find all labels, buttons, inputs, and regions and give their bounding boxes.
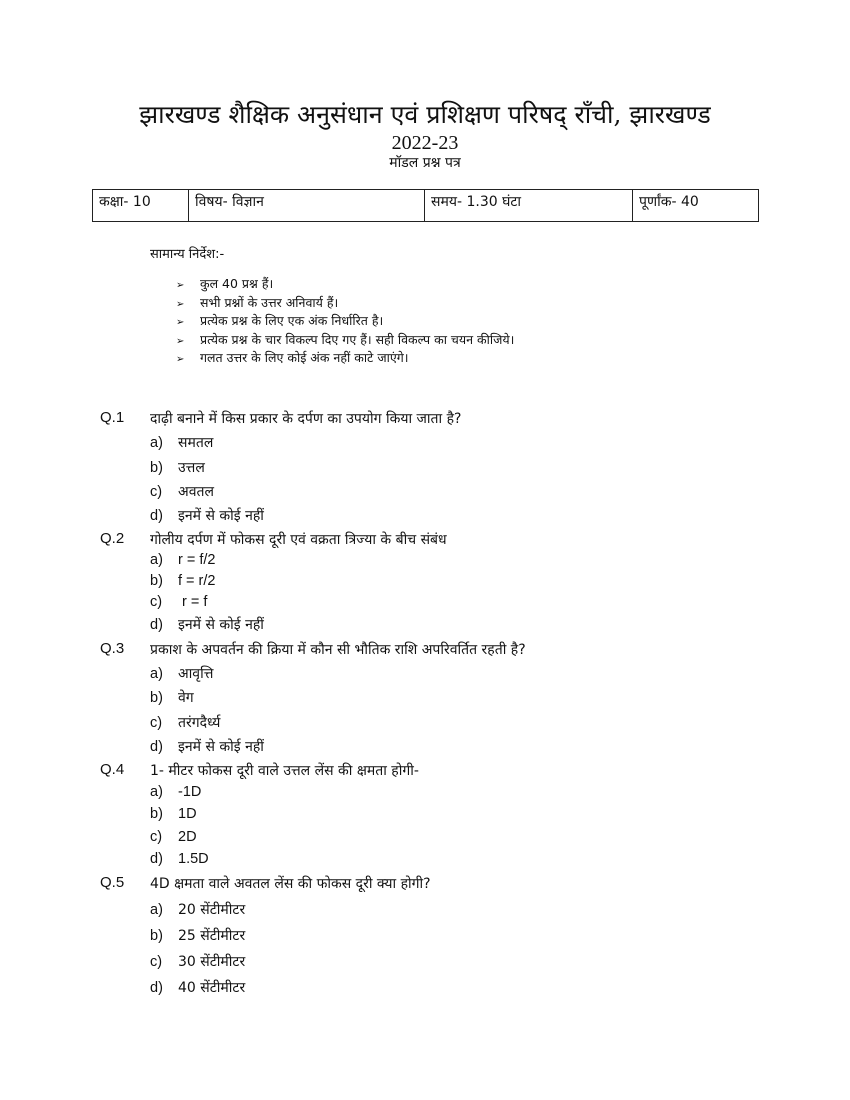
option-letter: c) [150,954,163,970]
option-letter: b) [150,573,163,589]
question-number: Q.1 [100,409,125,426]
option-text: उत्तल [178,460,205,476]
option-letter: a) [150,666,163,682]
option-letter: c) [150,715,163,731]
option-letter: a) [150,435,163,451]
option-letter: a) [150,784,163,800]
option-text: वेग [178,690,194,706]
arrow-bullet-icon: ➢ [176,280,185,291]
arrow-bullet-icon: ➢ [176,335,185,347]
option-d [150,978,245,997]
option-letter: d) [150,851,163,867]
option-letter: c) [150,594,163,610]
time-cell: समय- 1.30 घंटा [425,190,633,222]
instruction-item [176,331,514,350]
instruction-item [176,294,514,313]
paper-subtitle: मॉडल प्रश्न पत्र [389,155,461,171]
subject-cell: विषय- विज्ञान [189,190,425,222]
option-text: 1D [178,806,197,822]
question-number: Q.4 [100,761,125,778]
instruction-text: गलत उत्तर के लिए कोई अंक नहीं काटे जाएंगे। [200,350,409,365]
option-b [150,458,205,477]
session-year: 2022-23 [391,132,459,154]
question-text: 4D क्षमता वाले अवतल लेंस की फोकस दूरी क्या होगी? [150,876,431,892]
option-b [150,926,245,945]
instruction-text: प्रत्येक प्रश्न के चार विकल्प दिए गए हैं। सही विकल्प का चयन कीजिये। [200,331,515,347]
option-text: 20 सेंटीमीटर [178,902,246,918]
question-number: Q.3 [100,640,125,657]
instruction-text: प्रत्येक प्रश्न के लिए एक अंक निर्धारित है। [200,313,384,328]
option-letter: b) [150,928,163,944]
exam-info-row [93,190,759,222]
option-letter: c) [150,484,163,500]
question-text: 1- मीटर फोकस दूरी वाले उत्तल लेंस की क्षमता होगी- [150,763,419,779]
option-text: 1.5D [178,851,209,867]
option-d [150,737,264,756]
option-a [150,664,213,683]
option-text: 2D [178,829,197,845]
option-c [150,482,214,501]
option-letter: b) [150,460,163,476]
class-cell: कक्षा- 10 [93,190,189,222]
option-text: आवृत्ति [178,666,214,682]
option-c [150,713,220,732]
option-a [150,552,215,568]
question-text: दाढ़ी बनाने में किस प्रकार के दर्पण का उपयोग किया जाता है? [150,411,462,427]
option-d [150,851,209,867]
option-letter: b) [150,806,163,822]
option-c [150,829,197,845]
page-title: झारखण्ड शैक्षिक अनुसंधान एवं प्रशिक्षण परिषद् राँची, झारखण्ड [139,100,711,129]
instruction-item [176,275,514,294]
question-number: Q.5 [100,874,125,891]
option-text: 30 सेंटीमीटर [178,954,246,970]
instruction-text: कुल 40 प्रश्न हैं। [200,276,274,291]
option-a [150,784,201,800]
option-d [150,615,264,634]
option-letter: c) [150,829,163,845]
instruction-item [176,312,514,331]
option-d [150,506,264,525]
option-letter: d) [150,508,163,524]
option-c [150,594,207,610]
option-text: r = f/2 [178,552,216,568]
question-text: गोलीय दर्पण में फोकस दूरी एवं वक्रता त्रिज्या के बीच संबंध [150,532,447,548]
option-letter: d) [150,980,163,996]
question-number: Q.2 [100,530,125,547]
option-letter: d) [150,617,163,633]
option-text: 40 सेंटीमीटर [178,980,246,996]
question-text: प्रकाश के अपवर्तन की क्रिया में कौन सी भौतिक राशि अपरिवर्तित रहती है? [150,642,526,658]
exam-info-table [92,189,759,222]
option-text: 25 सेंटीमीटर [178,928,246,944]
instruction-text: सभी प्रश्नों के उत्तर अनिवार्य हैं। [200,294,339,310]
option-text: इनमें से कोई नहीं [178,739,264,755]
option-text: तरंगदैर्ध्य [178,715,221,731]
arrow-bullet-icon: ➢ [176,317,185,328]
option-letter: a) [150,902,163,918]
instructions-heading: सामान्य निर्देश:- [150,247,225,262]
option-text: -1D [178,784,202,800]
option-letter: d) [150,739,163,755]
option-text: r = f [182,594,208,610]
option-b [150,688,194,707]
option-b [150,573,215,589]
option-b [150,806,197,822]
option-text: अवतल [178,484,214,500]
instructions-list [176,275,514,368]
option-text: इनमें से कोई नहीं [178,617,264,633]
arrow-bullet-icon: ➢ [176,354,185,365]
option-text: समतल [178,435,214,451]
marks-cell: पूर्णांक- 40 [633,190,759,222]
option-a [150,900,245,919]
option-letter: a) [150,552,163,568]
option-letter: b) [150,690,163,706]
option-text: f = r/2 [178,573,216,589]
option-a [150,433,213,452]
option-text: इनमें से कोई नहीं [178,508,264,524]
option-c [150,952,245,971]
instruction-item [176,349,514,368]
arrow-bullet-icon: ➢ [176,298,185,310]
